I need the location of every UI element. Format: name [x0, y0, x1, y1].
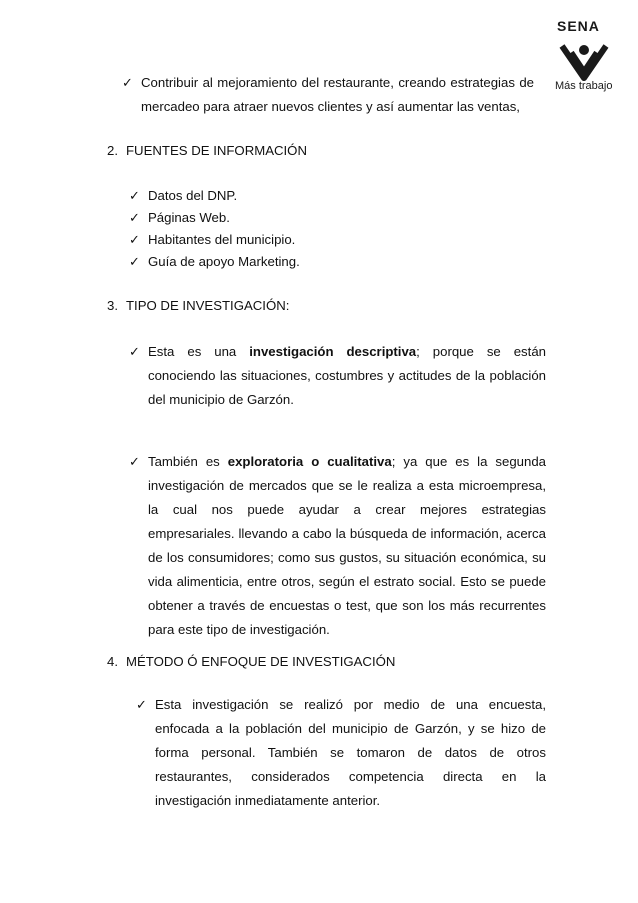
list-item	[129, 186, 238, 206]
section-2-number: 2.	[107, 143, 118, 158]
section-2-heading	[107, 143, 307, 158]
list-item	[129, 252, 300, 272]
logo-tagline: Más trabajo	[555, 80, 613, 92]
list-item	[129, 208, 230, 228]
section-3-paragraph-2	[129, 450, 546, 642]
intro-bullet	[122, 71, 534, 119]
paragraph-text: También es	[148, 454, 228, 469]
section-3-title: TIPO DE INVESTIGACIÓN:	[126, 298, 290, 313]
check-icon: ✓	[122, 75, 133, 90]
paragraph-text: Esta es una	[148, 344, 250, 359]
intro-bullet-text: Contribuir al mejoramiento del restaurante, creando estrategias de mercadeo para atraer nuevos clientes y así aumentar las ventas,	[141, 75, 534, 114]
list-item-text: Datos del DNP.	[148, 188, 238, 203]
check-icon: ✓	[129, 210, 140, 225]
check-icon: ✓	[129, 188, 140, 203]
section-2-title: FUENTES DE INFORMACIÓN	[126, 143, 307, 158]
section-4-number: 4.	[107, 654, 118, 669]
logo-name: SENA	[557, 18, 600, 34]
section-4-title: MÉTODO Ó ENFOQUE DE INVESTIGACIÓN	[126, 654, 396, 669]
list-item	[129, 230, 296, 250]
bold-term: investigación descriptiva	[249, 344, 417, 359]
list-item-text: Habitantes del municipio.	[148, 232, 296, 247]
section-4-heading	[107, 654, 395, 669]
paragraph-text: ; ya que es la segunda investigación de mercados que se le realiza a esta microempresa, la cual nos puede ayudar a crear mejores estrategias empresariales. llevando a cabo la búsqueda de información, acerca de los consumidores; como sus gustos, su situación económica, su vida alimenticia, entre otros, según el estrato social. Esto se puede obtener a través de encuestas o test, que son los más recurrentes para este tipo de investigación.	[148, 454, 546, 637]
section-4-paragraph-1	[136, 693, 546, 813]
check-icon: ✓	[129, 254, 140, 269]
check-icon: ✓	[129, 344, 140, 359]
check-icon: ✓	[136, 697, 147, 712]
check-icon: ✓	[129, 454, 140, 469]
section-3-heading	[107, 298, 289, 313]
list-item-text: Guía de apoyo Marketing.	[148, 254, 300, 269]
paragraph-text: ; porque se están conociendo las situaciones, costumbres y actitudes de la población del municipio de Garzón.	[148, 344, 546, 407]
list-item-text: Páginas Web.	[148, 210, 230, 225]
section-3-number: 3.	[107, 298, 118, 313]
bold-term: exploratoria o cualitativa	[227, 454, 392, 469]
paragraph-text: Esta investigación se realizó por medio de una encuesta, enfocada a la población del municipio de Garzón, y se hizo de forma personal. También se tomaron de datos de otros restaurantes, considerados competencia directa en la investigación inmediatamente anterior.	[155, 697, 546, 808]
section-3-paragraph-1	[129, 340, 546, 412]
check-icon: ✓	[129, 232, 140, 247]
